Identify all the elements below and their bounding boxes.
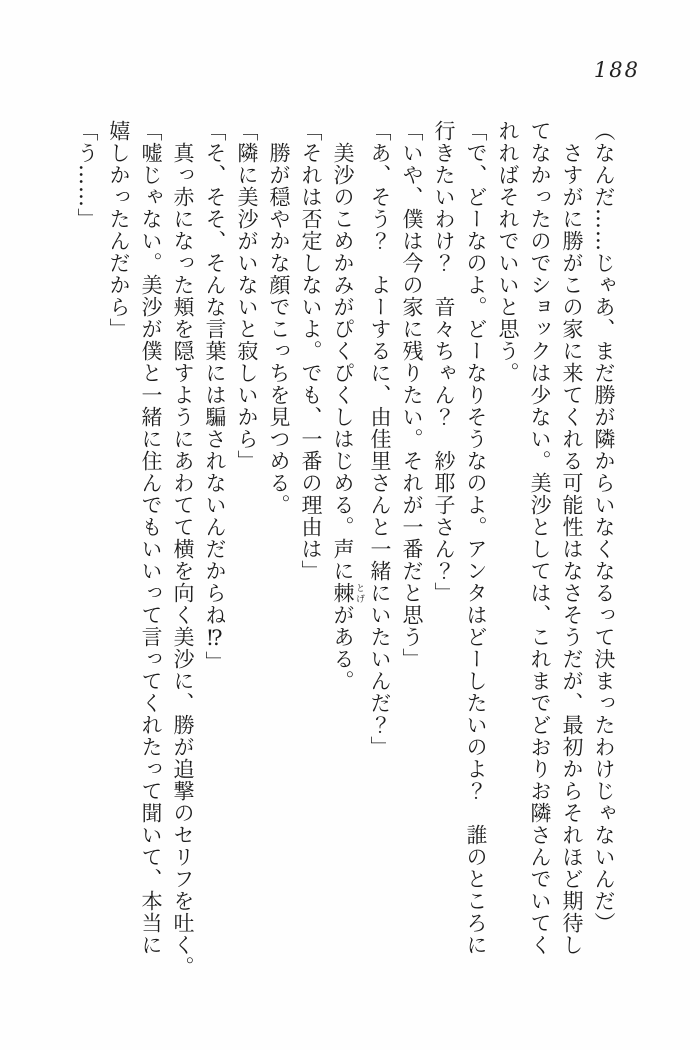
text-line: 真っ赤になった頬を隠すようにあわてて横を向く美沙に、勝が追撃のセリフを吐く。	[171, 142, 195, 978]
text-line: れればそれでいいと思う。	[496, 120, 520, 384]
text-line: 「で、どーなのよ。どーなりそうなのよ。アンタはどーしたいのよ？ 誰のところに	[464, 120, 488, 956]
text-line: さすがに勝がこの家に来てくれる可能性はなさそうだが、最初からそれほど期待し	[560, 142, 584, 956]
text-block	[71, 120, 620, 1020]
text-line: 「そ、そそ、そんな言葉には騙されないんだからね⁉」	[203, 120, 227, 673]
text-line: （なんだ……じゃあ、まだ勝が隣からいなくなるって決まったわけじゃないんだ）	[592, 120, 616, 934]
text-line: 「嘘じゃない。美沙が僕と一緒に住んでもいいって言ってくれたって聞いて、本当に	[139, 120, 163, 956]
text-line: てなかったのでショックは少ない。美沙としては、これまでどおりお隣さんでいてく	[528, 120, 552, 956]
text-line: 「いや、僕は今の家に残りたい。それが一番だと思う」	[400, 120, 424, 670]
page-number: 188	[593, 58, 640, 82]
text-line: 美沙のこめかみがぴくぴくしはじめる。声に棘 とげがある。	[331, 142, 364, 692]
text-line: 「う……」	[75, 120, 99, 230]
text-line: 嬉しかったんだから」	[107, 120, 131, 340]
text-line: 行きたいわけ？ 音々ちゃん？ 紗耶子さん？」	[432, 120, 456, 604]
text-line: 「それは否定しないよ。でも、一番の理由は」	[299, 120, 323, 582]
text-line: 「あ、そう？ よーするに、由佳里さんと一緒にいたいんだ？」	[368, 120, 392, 758]
ruby-annotated-word: 棘 とげ	[331, 582, 364, 604]
text-line: 「隣に美沙がいないと寂しいから」	[235, 120, 259, 472]
text-line: 勝が穏やかな顔でこっちを見つめる。	[267, 142, 291, 516]
